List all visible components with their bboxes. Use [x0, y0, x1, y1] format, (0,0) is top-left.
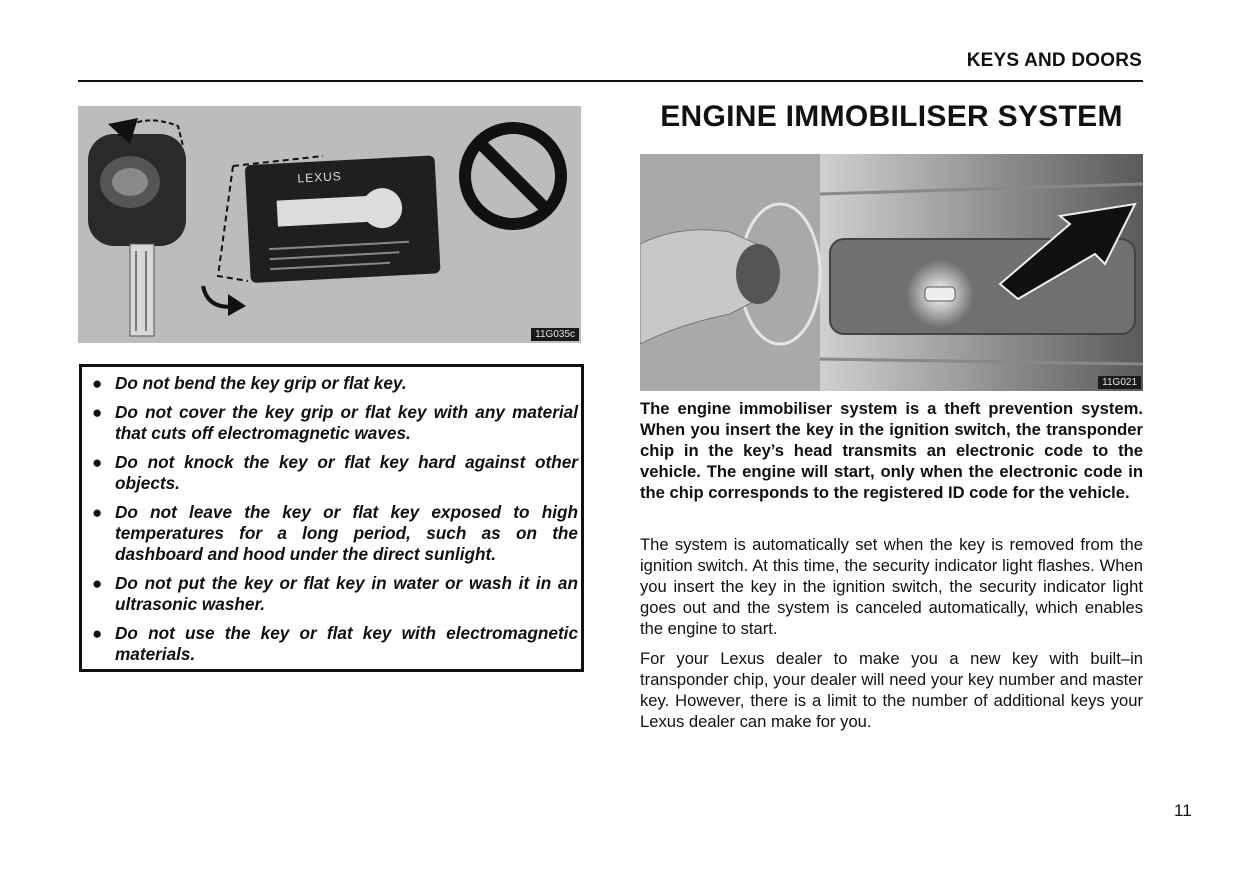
svg-text:LEXUS: LEXUS: [297, 169, 343, 186]
caution-item: ● Do not knock the key or flat key hard against other objects.: [92, 452, 578, 493]
intro-paragraph: The engine immobiliser system is a theft prevention system. When you insert the key in the ignition switch, the transponder chip in the key’s head transmits an electronic code to the vehicle. The engine will start, only when the electronic code in the chip corresponds to the registered ID code for the vehicle.: [640, 399, 1143, 502]
caution-item: ● Do not leave the key or flat key exposed to high temperatures for a long period, such as on the dashboard and hood under the direct sunlight.: [92, 502, 578, 564]
body-paragraph: The system is automatically set when the key is removed from the ignition switch. At this time, the security indicator light flashes. When you insert the key in the ignition switch, the security indicator light goes out and the system is canceled automatically, which enables the engine to start.: [640, 535, 1143, 638]
body-paragraph: For your Lexus dealer to make you a new key with built–in transponder chip, your dealer will need your key number and master key. However, there is a limit to the number of additional keys your Lexus dealer can make for you.: [640, 649, 1143, 731]
caution-item: ● Do not cover the key grip or flat key with any material that cuts off electromagnetic waves.: [92, 402, 578, 443]
article-title: ENGINE IMMOBILISER SYSTEM: [660, 100, 1123, 133]
caution-box: [79, 364, 584, 672]
caution-item: ● Do not bend the key grip or flat key.: [92, 373, 407, 393]
ignition-illustration: [640, 154, 1143, 391]
page-number: 11: [1174, 801, 1192, 820]
key-care-illustration: [78, 106, 581, 343]
figure-code: 11G035c: [531, 328, 579, 341]
caution-item: ● Do not use the key or flat key with electromagnetic materials.: [92, 623, 578, 664]
figure-code: 11G021: [1098, 376, 1141, 389]
caution-item: ● Do not put the key or flat key in water or wash it in an ultrasonic washer.: [92, 573, 578, 614]
header-rule: [78, 80, 1143, 82]
section-title: KEYS AND DOORS: [966, 50, 1142, 71]
